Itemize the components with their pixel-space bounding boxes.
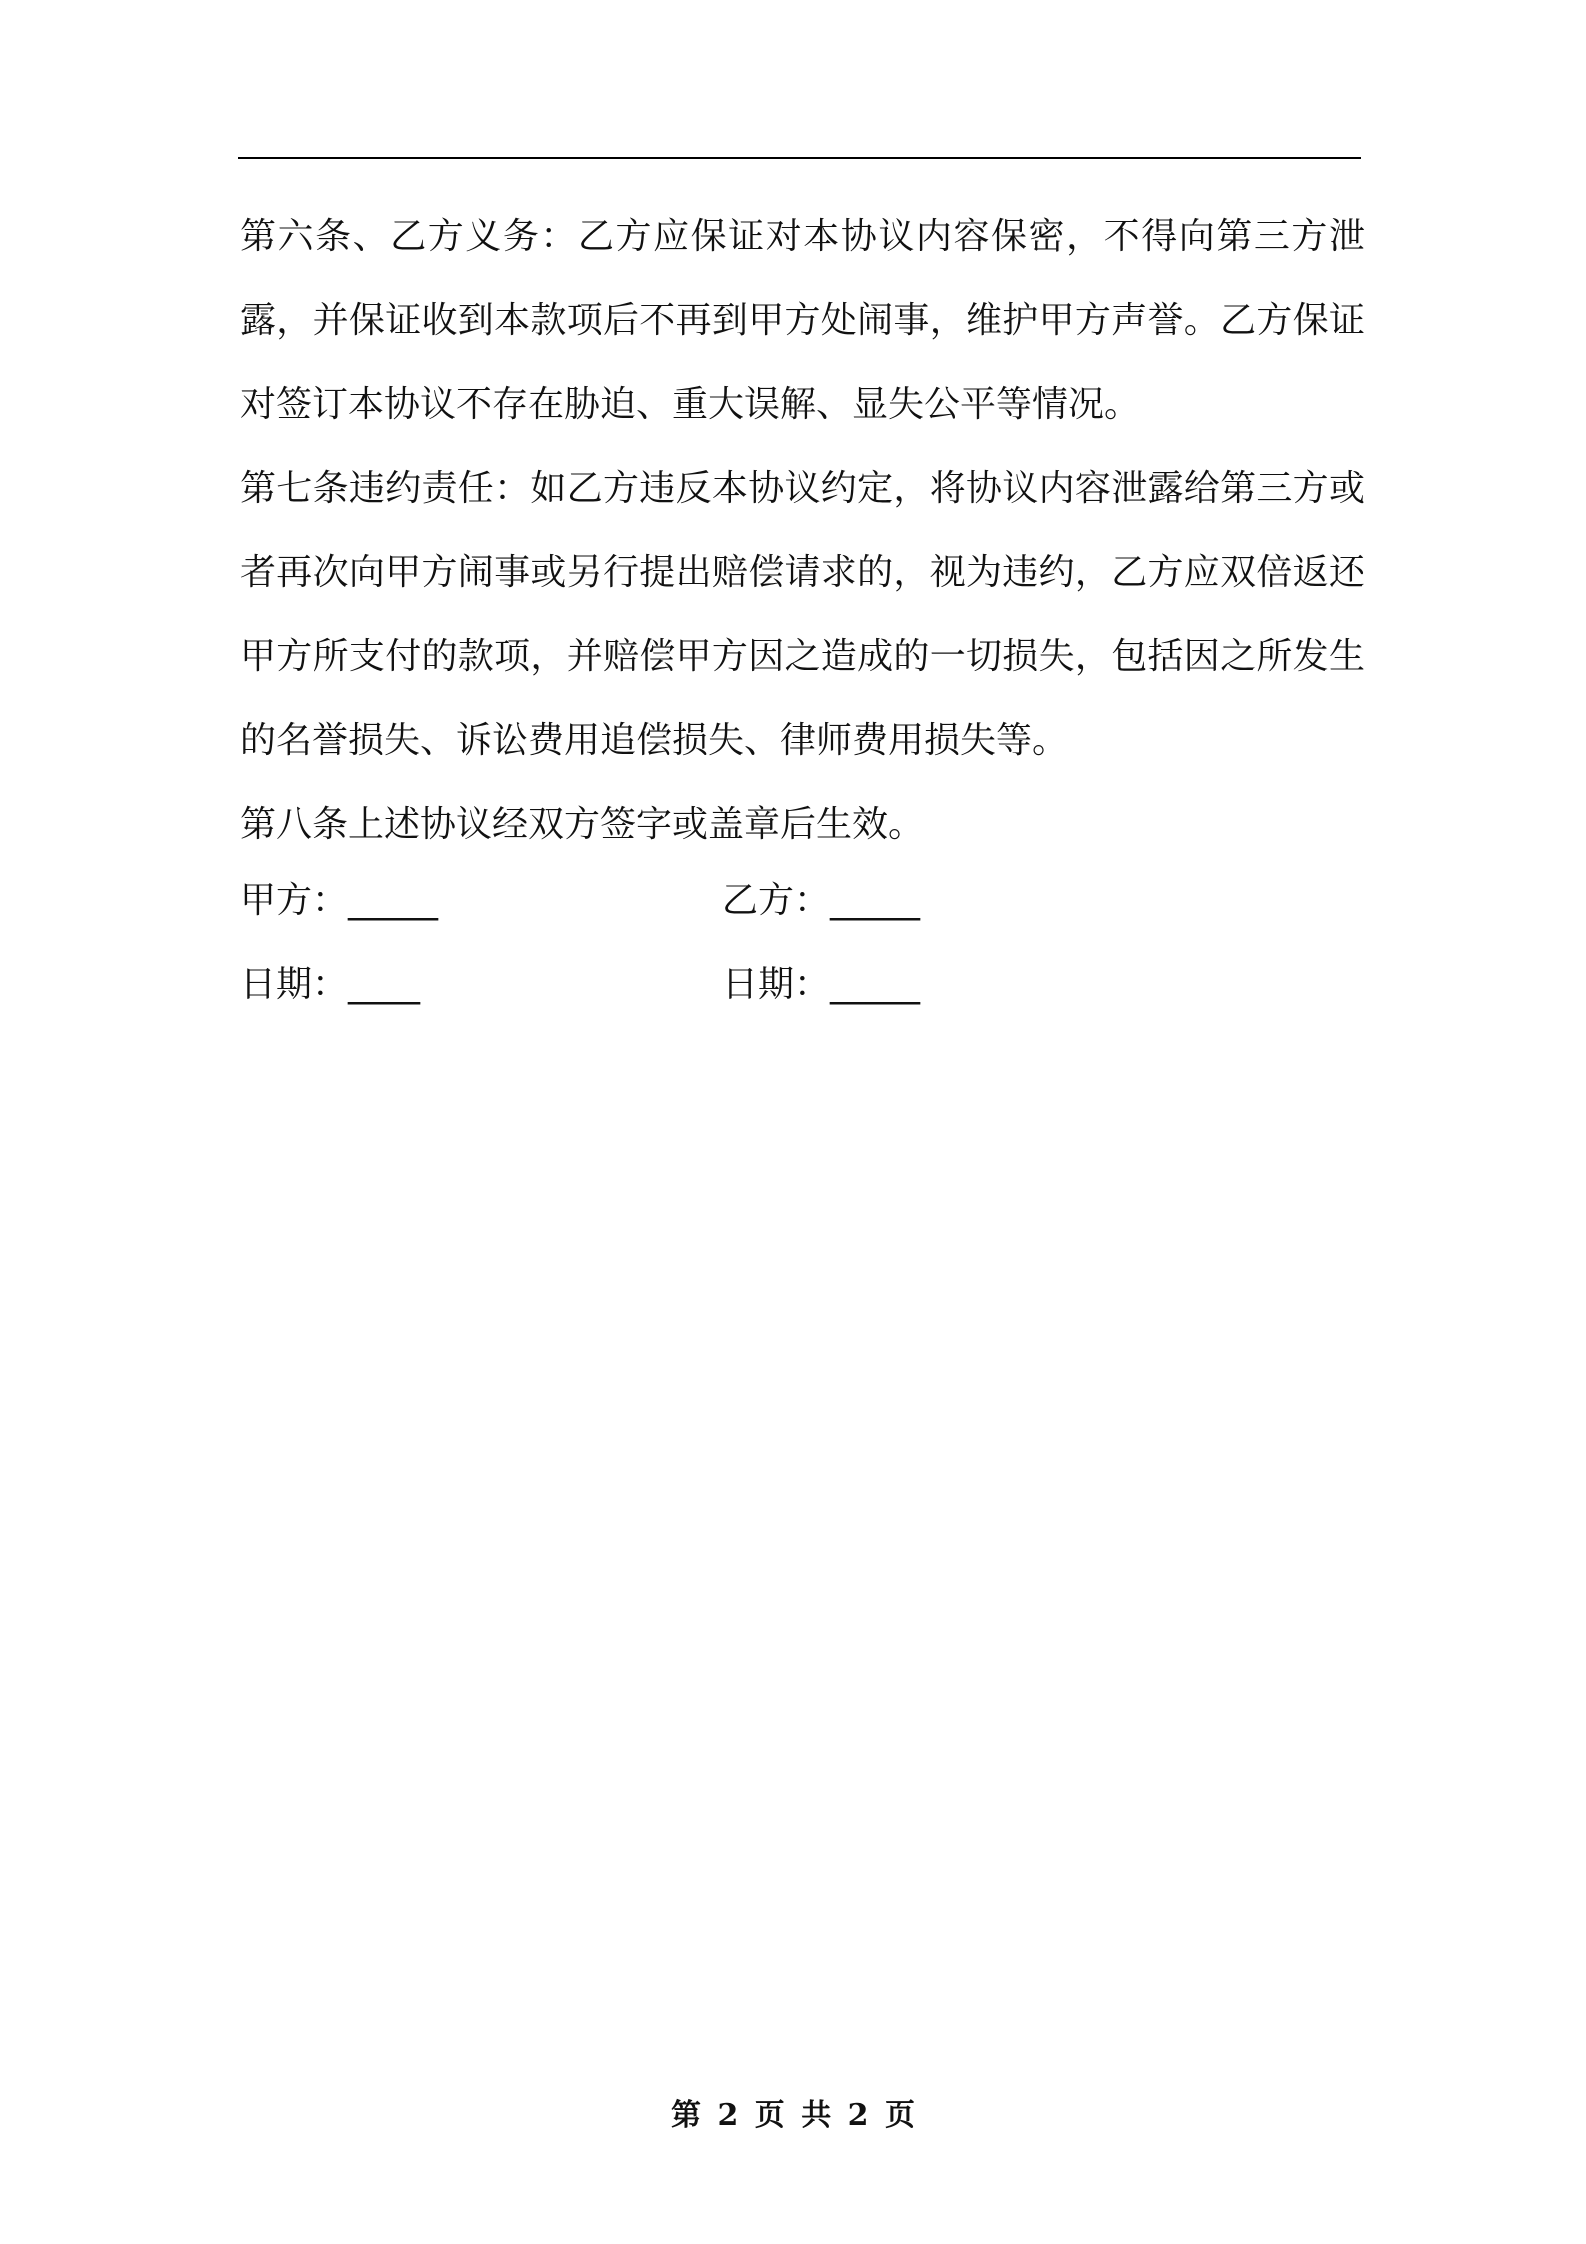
signature-row-parties xyxy=(240,859,1365,943)
party-b-signature-line: 乙方：_____ xyxy=(722,880,921,921)
document-body xyxy=(240,195,1365,867)
clause-6-paragraph: 第六条、乙方义务：乙方应保证对本协议内容保密，不得向第三方泄露，并保证收到本款项后不再到甲方处闹事，维护甲方声誉。乙方保证对签订本协议不存在胁迫、重大误解、显失公平等情况。 xyxy=(240,216,1365,425)
signature-row-dates xyxy=(240,943,1365,1027)
party-a-date-line: 日期：____ xyxy=(240,964,421,1005)
party-b-date-line: 日期：_____ xyxy=(722,964,921,1005)
clause-7-paragraph: 第七条违约责任：如乙方违反本协议约定，将协议内容泄露给第三方或者再次向甲方闹事或另行提出赔偿请求的，视为违约，乙方应双倍返还甲方所支付的款项，并赔偿甲方因之造成的一切损失，包括因之所发生的名誉损失、诉讼费用追偿损失、律师费用损失等。 xyxy=(240,468,1365,761)
page-number-footer: 第 2 页 共 2 页 xyxy=(671,2098,915,2133)
header-rule xyxy=(238,157,1361,159)
party-a-signature-line: 甲方：_____ xyxy=(240,880,439,921)
clause-8-paragraph: 第八条上述协议经双方签字或盖章后生效。 xyxy=(240,804,925,845)
